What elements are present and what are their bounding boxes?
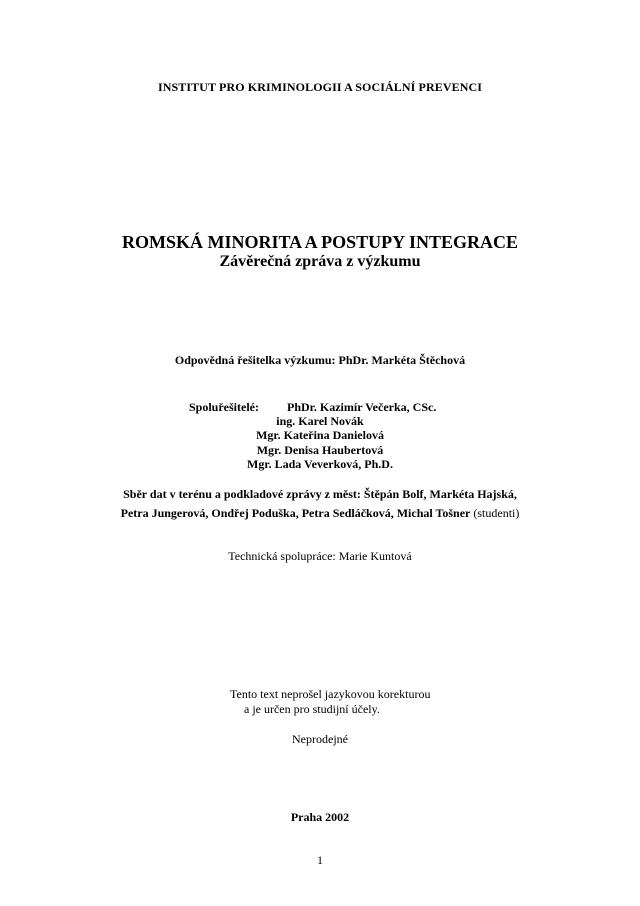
- responsible-researcher: Odpovědná řešitelka výzkumu: PhDr. Markéta Štěchová: [174, 353, 466, 367]
- place-and-year: Praha 2002: [290, 810, 350, 824]
- data-collection-line-2: [0, 506, 640, 521]
- institute-heading: INSTITUT PRO KRIMINOLOGII A SOCIÁLNÍ PREVENCI: [157, 80, 482, 94]
- proofreading-note-line-1: Tento text neprošel jazykovou korekturou: [230, 687, 431, 701]
- coauthors-label: Spoluřešitelé:: [189, 400, 259, 414]
- coauthor-name: Mgr. Kateřina Danielová: [256, 428, 384, 442]
- coauthor-name: Mgr. Denisa Haubertová: [256, 443, 384, 457]
- data-collection-students-note: (studenti): [470, 506, 520, 520]
- proofreading-note-line-2: a je určen pro studijní účely.: [244, 702, 380, 716]
- document-subtitle: Závěrečná zpráva z výzkumu: [219, 253, 421, 270]
- not-for-sale-label: Neprodejné: [292, 732, 348, 746]
- coauthor-name: Mgr. Lada Veverková, Ph.D.: [247, 457, 393, 471]
- technical-cooperation: Technická spolupráce: Marie Kuntová: [228, 549, 412, 563]
- page-number: 1: [317, 853, 323, 867]
- data-collection-line-1: Sběr dat v terénu a podkladové zprávy z měst: Štěpán Bolf, Markéta Hajská,: [123, 487, 517, 501]
- coauthor-name: PhDr. Kazimír Večerka, CSc.: [287, 400, 437, 414]
- data-collection-students: Petra Jungerová, Ondřej Poduška, Petra Sedláčková, Michal Tošner: [120, 506, 471, 520]
- document-title: ROMSKÁ MINORITA A POSTUPY INTEGRACE: [121, 232, 519, 252]
- coauthor-name: ing. Karel Novák: [276, 414, 364, 428]
